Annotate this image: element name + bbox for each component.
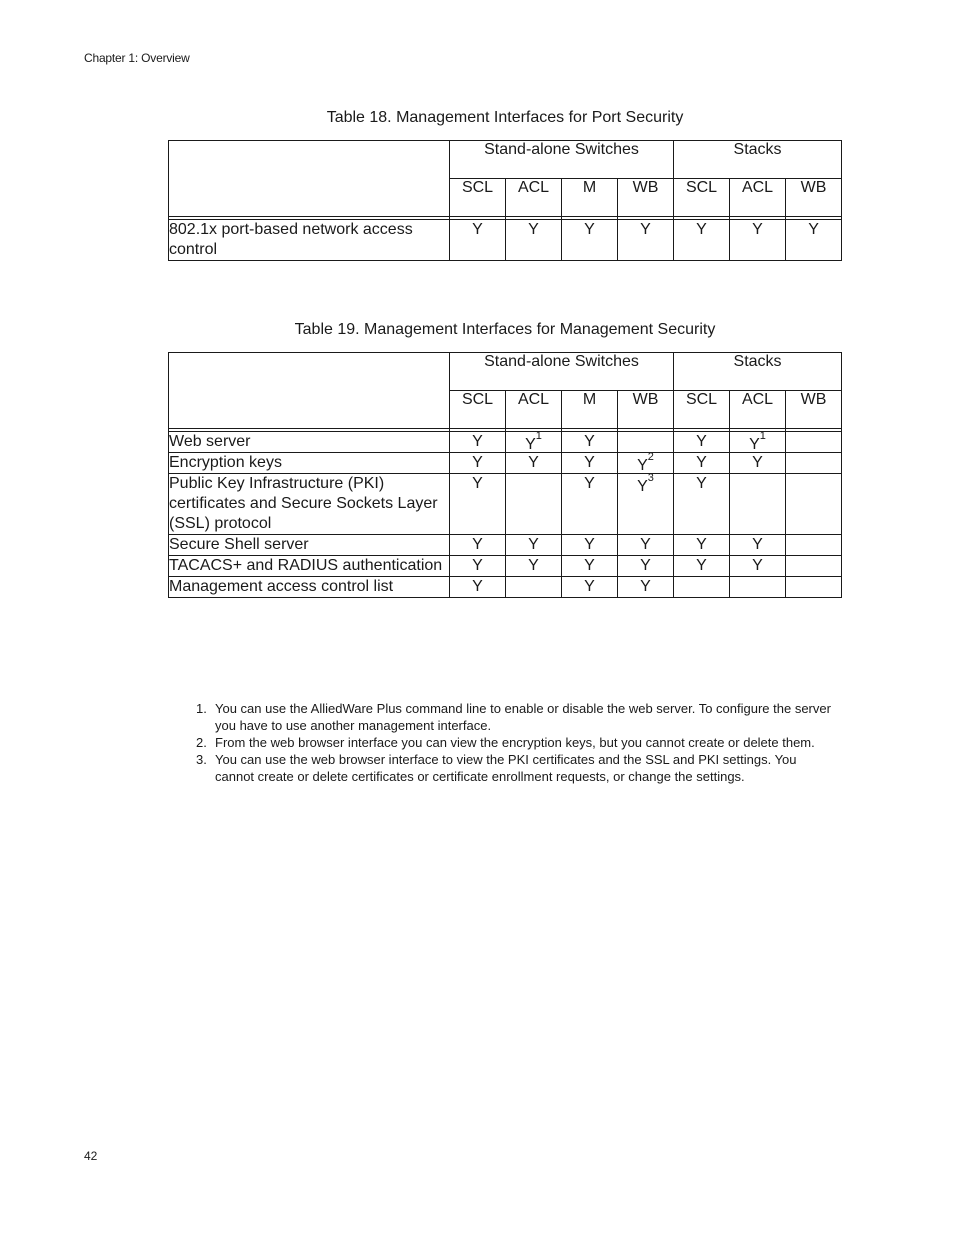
column-header-m: M (562, 391, 618, 429)
support-cell (674, 453, 730, 474)
support-value: Y (640, 536, 651, 553)
support-cell (786, 535, 842, 556)
support-cell (506, 432, 562, 453)
group-header-standalone: Stand-alone Switches (450, 353, 674, 391)
feature-header-cell (169, 141, 450, 217)
support-value: Y (640, 221, 651, 238)
support-value: Y (472, 221, 483, 238)
support-cell (506, 556, 562, 577)
column-header-acl: ACL (730, 179, 786, 217)
feature-cell: Encryption keys (169, 453, 450, 474)
support-cell (450, 556, 506, 577)
table-19-caption: Table 19. Management Interfaces for Management Security (294, 321, 716, 338)
support-value: Y (584, 475, 595, 492)
support-cell (618, 432, 674, 453)
table-row (169, 453, 842, 474)
footnote-number: 2. (196, 735, 207, 750)
support-cell (450, 432, 506, 453)
support-value: Y (696, 221, 707, 238)
table-row (169, 535, 842, 556)
support-cell (674, 556, 730, 577)
column-header-wb: WB (786, 391, 842, 429)
footnote-number: 1. (196, 701, 207, 716)
support-cell (506, 577, 562, 598)
running-header: Chapter 1: Overview (84, 51, 190, 65)
column-header-wb: WB (618, 391, 674, 429)
support-value: Y (696, 557, 707, 574)
group-header-stacks: Stacks (674, 141, 842, 179)
support-cell (730, 453, 786, 474)
column-header-scl: SCL (450, 391, 506, 429)
support-value: Y (808, 221, 819, 238)
support-cell (450, 535, 506, 556)
support-cell (618, 220, 674, 261)
support-cell (562, 220, 618, 261)
support-cell (562, 474, 618, 535)
footnote-marker: 3 (647, 472, 654, 484)
support-value: Y (528, 221, 539, 238)
support-value: Y (640, 578, 651, 595)
support-value: Y (752, 221, 763, 238)
support-cell (730, 432, 786, 453)
footnote-text: You can use the AlliedWare Plus command line to enable or disable the web server. To configure the server you have to use another management interface. (215, 701, 831, 733)
support-value: Y (472, 557, 483, 574)
support-cell (562, 556, 618, 577)
column-header-scl: SCL (674, 391, 730, 429)
support-cell (450, 577, 506, 598)
support-cell (674, 220, 730, 261)
support-cell (562, 453, 618, 474)
support-value: Y (528, 536, 539, 553)
support-cell (506, 220, 562, 261)
support-value: Y (525, 436, 536, 453)
support-cell (674, 474, 730, 535)
support-cell (674, 577, 730, 598)
column-header-acl: ACL (730, 391, 786, 429)
group-header-stacks: Stacks (674, 353, 842, 391)
footnote-item (196, 734, 836, 751)
support-cell (674, 535, 730, 556)
support-cell (786, 220, 842, 261)
support-cell (786, 432, 842, 453)
support-cell (730, 220, 786, 261)
support-cell (618, 474, 674, 535)
page-number: 42 (84, 1149, 98, 1163)
table-18-port-security (168, 140, 842, 261)
support-value: Y (528, 454, 539, 471)
footnotes-list (196, 700, 836, 785)
column-header-wb: WB (786, 179, 842, 217)
column-header-acl: ACL (506, 179, 562, 217)
feature-header-cell (169, 353, 450, 429)
footnote-item (196, 751, 836, 785)
footnote-marker: 2 (647, 451, 654, 463)
support-value: Y (584, 578, 595, 595)
support-value: Y (637, 478, 648, 495)
column-header-scl: SCL (450, 179, 506, 217)
support-value: Y (637, 457, 648, 474)
table-row (169, 432, 842, 453)
group-header-standalone: Stand-alone Switches (450, 141, 674, 179)
support-value: Y (584, 536, 595, 553)
table-19-management-security (168, 352, 842, 598)
support-cell (786, 453, 842, 474)
support-value: Y (640, 557, 651, 574)
support-value: Y (472, 536, 483, 553)
support-cell (562, 577, 618, 598)
column-header-wb: WB (618, 179, 674, 217)
table-row (169, 220, 842, 261)
support-value: Y (752, 536, 763, 553)
feature-cell: Management access control list (169, 577, 450, 598)
support-cell (450, 220, 506, 261)
support-value: Y (472, 475, 483, 492)
support-cell (506, 535, 562, 556)
footnote-marker: 1 (535, 430, 542, 442)
footnote-number: 3. (196, 752, 207, 767)
support-value: Y (696, 536, 707, 553)
support-cell (618, 556, 674, 577)
support-value: Y (696, 433, 707, 450)
support-value: Y (749, 436, 760, 453)
table-18-caption: Table 18. Management Interfaces for Port Security (326, 109, 684, 126)
support-value: Y (584, 454, 595, 471)
support-cell (450, 453, 506, 474)
support-cell (786, 577, 842, 598)
feature-cell: 802.1x port-based network access control (169, 220, 450, 261)
column-header-acl: ACL (506, 391, 562, 429)
support-cell (506, 453, 562, 474)
support-value: Y (584, 221, 595, 238)
support-cell (730, 535, 786, 556)
support-cell (506, 474, 562, 535)
support-cell (674, 432, 730, 453)
feature-cell: Public Key Infrastructure (PKI) certificates and Secure Sockets Layer (SSL) protocol (169, 474, 450, 535)
support-cell (786, 556, 842, 577)
support-value: Y (752, 557, 763, 574)
feature-cell: Secure Shell server (169, 535, 450, 556)
support-value: Y (584, 557, 595, 574)
support-cell (618, 577, 674, 598)
support-value: Y (472, 433, 483, 450)
footnote-item (196, 700, 836, 734)
support-value: Y (472, 578, 483, 595)
table-row (169, 577, 842, 598)
footnote-text: From the web browser interface you can view the encryption keys, but you cannot create or delete them. (215, 735, 815, 750)
support-value: Y (472, 454, 483, 471)
column-header-scl: SCL (674, 179, 730, 217)
footnote-text: You can use the web browser interface to view the PKI certificates and the SSL and PKI settings. You cannot create or delete certificates or certificate enrollment requests, or change the settings. (215, 752, 797, 784)
support-cell (618, 535, 674, 556)
support-cell (730, 474, 786, 535)
support-cell (786, 474, 842, 535)
support-cell (730, 556, 786, 577)
feature-cell: TACACS+ and RADIUS authentication (169, 556, 450, 577)
support-cell (562, 535, 618, 556)
table-row (169, 556, 842, 577)
support-value: Y (696, 475, 707, 492)
support-value: Y (752, 454, 763, 471)
support-cell (450, 474, 506, 535)
footnote-marker: 1 (759, 430, 766, 442)
column-header-m: M (562, 179, 618, 217)
support-cell (730, 577, 786, 598)
support-value: Y (528, 557, 539, 574)
support-value: Y (584, 433, 595, 450)
support-value: Y (696, 454, 707, 471)
table-row (169, 474, 842, 535)
support-cell (562, 432, 618, 453)
support-cell (618, 453, 674, 474)
feature-cell: Web server (169, 432, 450, 453)
